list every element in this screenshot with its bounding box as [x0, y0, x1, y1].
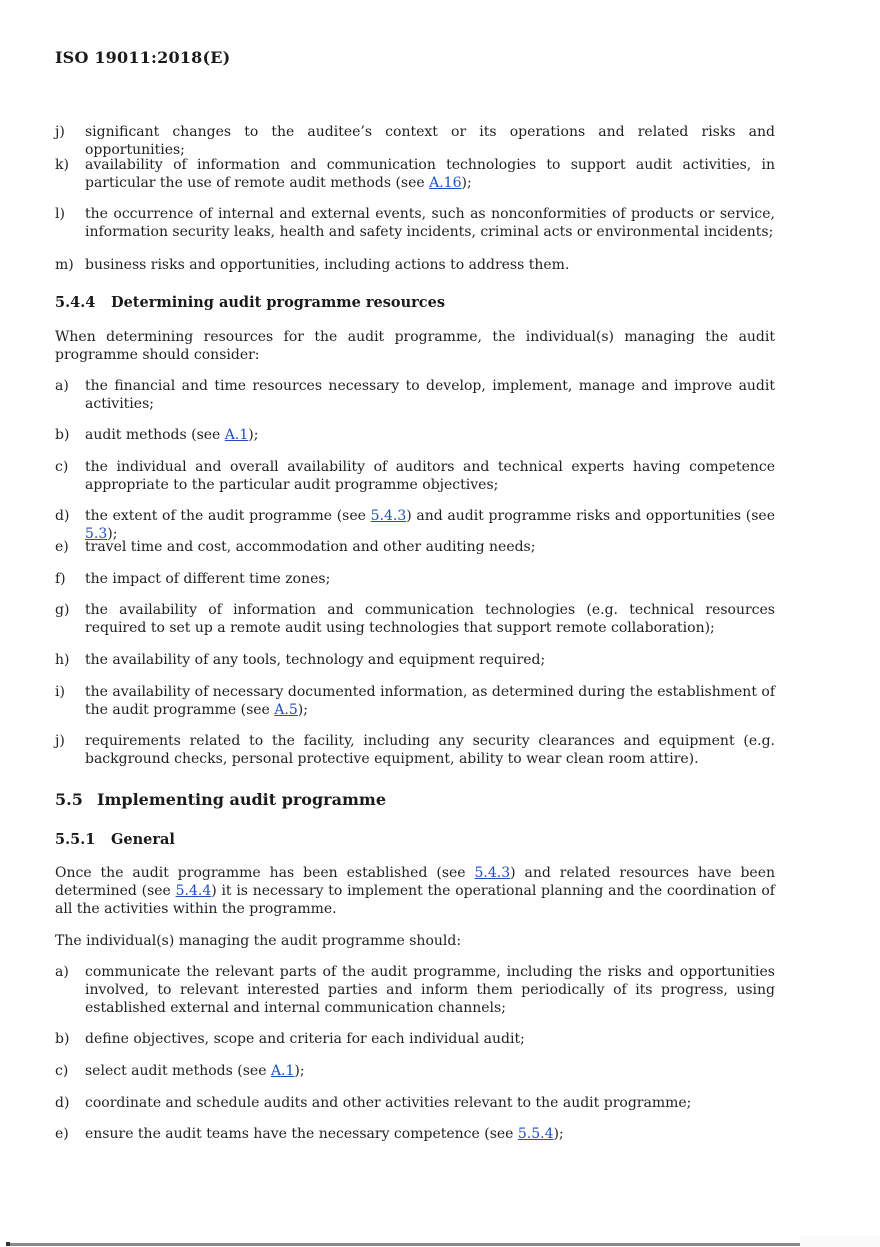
list-item	[55, 256, 775, 274]
list-label: i)	[55, 684, 65, 700]
section-number: 5.4.4	[55, 294, 96, 311]
text-segment: ) and related resources have been determined (see	[55, 865, 775, 899]
list-label: f)	[55, 571, 66, 587]
list-label: e)	[55, 539, 69, 555]
list-item	[55, 1062, 775, 1080]
list-label: h)	[55, 652, 70, 668]
list-text: define objectives, scope and criteria for each individual audit;	[85, 1031, 525, 1047]
list-item	[55, 963, 775, 1017]
xref-link-5-4-3[interactable]: 5.4.3	[370, 508, 407, 524]
list-item	[55, 377, 775, 413]
list-text: the individual and overall availability of auditors and technical experts having competence appropriate to the particular audit programme objectives;	[85, 459, 775, 493]
list-label: j)	[55, 124, 65, 140]
section-title: General	[111, 831, 175, 848]
text-segment: );	[294, 1063, 305, 1079]
xref-link-5-4-3[interactable]: 5.4.3	[474, 865, 511, 881]
list-item	[55, 426, 775, 444]
text-segment: );	[107, 526, 118, 542]
section-heading-5-5-1	[55, 831, 175, 848]
list-text: the availability of information and communication technologies (e.g. technical resources required to set up a remote audit using technologies that support remote collaboration);	[85, 602, 775, 636]
text-segment: );	[553, 1126, 564, 1142]
list-label: c)	[55, 459, 69, 475]
list-text: travel time and cost, accommodation and other auditing needs;	[85, 539, 536, 555]
list-item	[55, 683, 775, 719]
section-heading-5-4-4	[55, 294, 445, 311]
list-item	[55, 1125, 775, 1143]
text-segment: the availability of necessary documented information, as determined during the establishment of the audit programme (see	[85, 684, 776, 718]
list-text: the impact of different time zones;	[85, 571, 331, 587]
list-label: b)	[55, 1031, 70, 1047]
text-segment: );	[461, 175, 472, 191]
list-item	[55, 651, 775, 669]
list-text: the financial and time resources necessary to develop, implement, manage and improve audit activities;	[85, 378, 775, 412]
list-text	[85, 156, 775, 192]
section-number: 5.5.1	[55, 831, 96, 848]
list-text: significant changes to the auditee’s context or its operations and related risks and opportunities;	[85, 124, 775, 158]
text-segment: ) it is necessary to implement the operational planning and the coordination of all the activities within the programme.	[55, 883, 775, 917]
scrollbar-thumb[interactable]	[6, 1242, 10, 1246]
text-segment: the extent of the audit programme (see	[85, 508, 371, 524]
xref-link-a5[interactable]: A.5	[274, 702, 298, 718]
xref-link-a16[interactable]: A.16	[429, 175, 462, 191]
section-title: Determining audit programme resources	[111, 294, 446, 311]
text-segment: );	[297, 702, 308, 718]
xref-link-5-3[interactable]: 5.3	[85, 526, 108, 542]
paragraph: The individual(s) managing the audit programme should:	[55, 933, 462, 949]
text-segment: audit methods (see	[85, 427, 225, 443]
document-header: ISO 19011:2018(E)	[55, 48, 231, 67]
text-segment: Once the audit programme has been established (see	[55, 865, 475, 881]
section-heading-5-5	[55, 790, 386, 809]
list-item	[55, 1094, 775, 1112]
list-text: the availability of any tools, technology and equipment required;	[85, 652, 546, 668]
list-item	[55, 538, 775, 556]
list-label: g)	[55, 602, 70, 618]
list-text: the occurrence of internal and external events, such as nonconformities of products or service, information security leaks, health and safety incidents, criminal acts or environmental incidents;	[85, 206, 775, 240]
list-label: e)	[55, 1126, 69, 1142]
list-label: a)	[55, 964, 69, 980]
list-item	[55, 458, 775, 494]
list-text: communicate the relevant parts of the audit programme, including the risks and opportunities involved, to relevant interested parties and inform them periodically of its progress, using established external and internal communication channels;	[85, 964, 775, 1016]
list-text	[85, 683, 775, 719]
list-label: l)	[55, 206, 65, 222]
list-text: requirements related to the facility, including any security clearances and equipment (e.g. background checks, personal protective equipment, ability to wear clean room attire).	[85, 733, 775, 767]
list-text: business risks and opportunities, including actions to address them.	[85, 257, 570, 273]
list-text	[85, 1062, 775, 1080]
paragraph	[55, 864, 775, 918]
list-item	[55, 732, 775, 768]
xref-link-a1[interactable]: A.1	[270, 1063, 295, 1079]
horizontal-scrollbar[interactable]	[6, 1243, 800, 1246]
list-text	[85, 426, 775, 444]
list-item	[55, 601, 775, 637]
list-label: b)	[55, 427, 70, 443]
xref-link-a1[interactable]: A.1	[224, 427, 249, 443]
text-segment: ensure the audit teams have the necessary competence (see	[85, 1126, 518, 1142]
list-label: a)	[55, 378, 69, 394]
section-number: 5.5	[55, 790, 83, 809]
list-label: d)	[55, 1095, 70, 1111]
list-label: j)	[55, 733, 65, 749]
text-segment: availability of information and communication technologies to support audit activities, in particular the use of remote audit methods (see	[85, 157, 775, 191]
paragraph: When determining resources for the audit programme, the individual(s) managing the audit programme should consider:	[55, 329, 775, 363]
list-item	[55, 1030, 775, 1048]
list-item	[55, 156, 775, 192]
list-text: coordinate and schedule audits and other activities relevant to the audit programme;	[85, 1095, 692, 1111]
list-label: k)	[55, 157, 69, 173]
xref-link-5-5-4[interactable]: 5.5.4	[517, 1126, 554, 1142]
list-label: d)	[55, 508, 70, 524]
list-label: c)	[55, 1063, 69, 1079]
list-item	[55, 205, 775, 241]
list-label: m)	[55, 257, 74, 273]
text-segment: select audit methods (see	[85, 1063, 271, 1079]
section-title: Implementing audit programme	[97, 790, 386, 809]
scrollbar-corner	[800, 1236, 880, 1247]
text-segment: ) and audit programme risks and opportunities (see	[406, 508, 775, 524]
list-text	[85, 1125, 775, 1143]
text-segment: );	[248, 427, 259, 443]
xref-link-5-4-4[interactable]: 5.4.4	[175, 883, 212, 899]
list-item	[55, 570, 775, 588]
list-item	[55, 123, 775, 159]
